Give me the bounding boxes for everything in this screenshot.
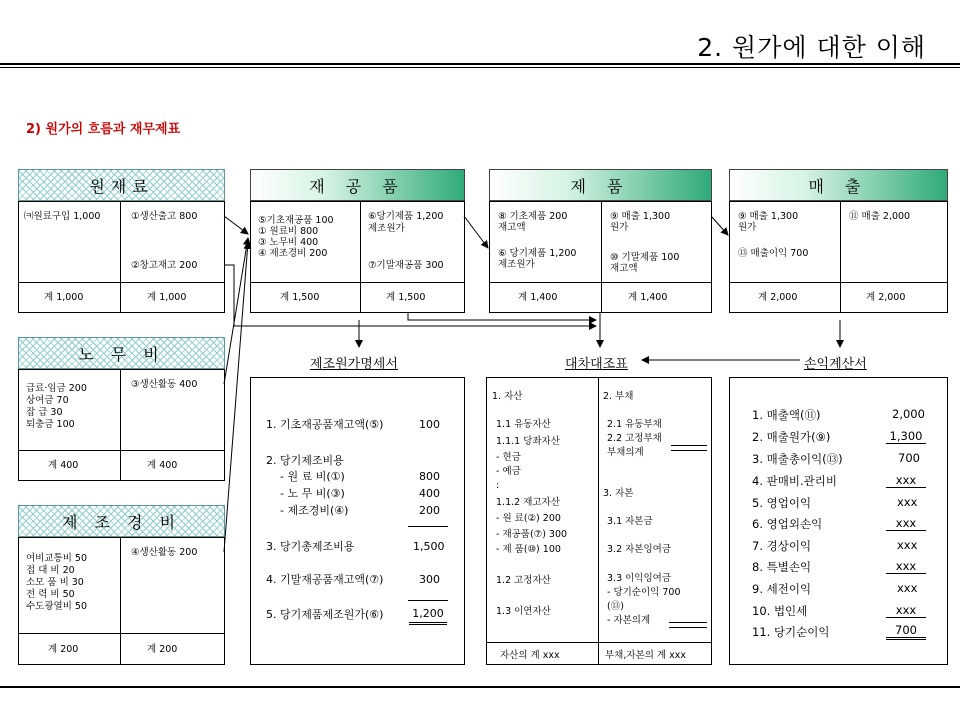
ledger-total: 계 400 (48, 460, 79, 471)
mfg-value: 1,500 (413, 540, 445, 553)
ledger-entry: 원가 (610, 222, 629, 233)
arrow-material-to-bs (224, 265, 596, 326)
ledger-entry: ⑧ 기초제품 200 (498, 211, 568, 222)
is-line: 10. 법인세 (752, 604, 808, 618)
bs-liab-line: 2.1 유동부채 (607, 419, 662, 430)
product-header: 제 품 (489, 169, 712, 201)
ledger-entry: ⑥ 당기제품 1,200 (498, 248, 577, 259)
bs-total: 부채,자본의 계 xxx (605, 650, 686, 661)
bs-asset-line: 1.2 고정자산 (496, 575, 551, 586)
mfg-line: 2. 당기제조비용 (266, 454, 344, 467)
ledger-entry: 급료·임금 200 (26, 383, 87, 394)
is-value: 2,000 (892, 407, 925, 421)
is-line: 7. 경상이익 (752, 539, 812, 553)
bs-asset-line: : (496, 480, 500, 491)
ledger-entry: ④생산활동 200 (131, 547, 198, 558)
mfg-value: 800 (419, 470, 440, 483)
mfg-line: - 제조경비(④) (280, 504, 349, 517)
bs-liab-line: 3.3 이익잉여금 (607, 573, 672, 584)
balance-sheet-title: 대차대조표 (565, 357, 628, 372)
ledger-entry: 제조원가 (368, 223, 405, 234)
is-line: 9. 세전이익 (752, 582, 812, 596)
ledger-total: 계 1,400 (628, 292, 668, 303)
ledger-total: 계 1,400 (518, 292, 558, 303)
ledger-entry: ⑨ 매출 1,300 (738, 211, 799, 222)
is-line: 11. 당기순이익 (752, 625, 830, 639)
is-value: 700 (886, 623, 926, 640)
bs-asset-line: 1.1 유동자산 (496, 419, 551, 430)
page-title: 2. 원가에 대한 이해 (697, 33, 926, 62)
mfg-line: 4. 기말재공품재고액(⑦) (266, 573, 384, 586)
is-value: xxx (897, 581, 918, 595)
arrow-overhead-to-wip (224, 242, 248, 552)
ledger-entry: 소모 품 비 30 (26, 577, 84, 588)
ledger-entry: 원가 (738, 222, 757, 233)
ledger-total: 계 1,000 (44, 292, 84, 303)
bs-asset-line: - 현금 (496, 452, 521, 463)
bs-liab-line: - 자본의계 (607, 615, 651, 626)
ledger-entry: ③생산활동 400 (131, 379, 198, 390)
ledger-entry: ⑥당기제품 1,200 (368, 211, 444, 222)
ledger-entry: ⑪ 매출 2,000 (849, 211, 911, 222)
ledger-total: 계 200 (147, 644, 178, 655)
ledger-entry: 상여금 70 (26, 395, 69, 406)
ledger-entry: 수도광열비 50 (26, 601, 87, 612)
ledger-entry: 잡 급 30 (26, 407, 63, 418)
ledger-entry: ⑬ 매출이익 700 (738, 248, 809, 259)
ledger-entry: 제조원가 (498, 259, 535, 270)
ledger-entry: ⑤기초재공품 100 (258, 215, 334, 226)
ledger-entry: ㈊원료구입 1,000 (24, 211, 101, 222)
is-line: 4. 판매비.관리비 (752, 474, 837, 488)
arrow-wip-to-bs (408, 312, 596, 320)
ledger-total: 계 400 (147, 460, 178, 471)
bs-total: 자산의 계 xxx (500, 650, 560, 661)
bs-liab-line: 2.2 고정부채 (607, 433, 662, 444)
ledger-entry: ⑨ 매출 1,300 (610, 211, 671, 222)
ledger-entry: 접 대 비 20 (26, 565, 75, 576)
is-value: xxx (886, 516, 926, 531)
is-line: 1. 매출액(⑪) (752, 408, 821, 422)
bs-asset-line: - 예금 (496, 466, 521, 477)
bs-liab-line: 3.2 자본잉여금 (607, 544, 672, 555)
mfg-value: 1,200 (409, 606, 447, 625)
is-value: xxx (886, 603, 926, 618)
ledger-entry: ①생산출고 800 (131, 211, 198, 222)
mfg-value: 100 (419, 418, 440, 431)
mfg-line: 1. 기초재공품재고액(⑤) (266, 418, 384, 431)
mfg-value: 300 (419, 573, 440, 586)
bs-liab-line: 2. 부채 (603, 391, 634, 402)
ledger-total: 계 1,000 (147, 292, 187, 303)
ledger-entry: 재고액 (498, 222, 526, 233)
bs-asset-line: - 원 료(②) 200 (496, 513, 561, 524)
arrow-wip-to-product (464, 216, 488, 248)
material-header: 원재료 (18, 169, 225, 201)
mfg-line: 5. 당기제품제조원가(⑥) (266, 608, 384, 621)
ledger-entry: 재고액 (610, 263, 638, 274)
arrow-labor-to-wip (224, 238, 248, 384)
is-value: xxx (897, 538, 918, 552)
ledger-total: 계 1,500 (280, 292, 320, 303)
is-line: 2. 매출원가(⑨) (752, 430, 831, 444)
bs-liab-line: (⑬) (607, 601, 624, 612)
ledger-total: 계 1,500 (386, 292, 426, 303)
ledger-entry: ① 원료비 800 (258, 226, 319, 237)
wip-header: 재 공 품 (250, 169, 465, 201)
footer-rule (0, 686, 960, 688)
ledger-entry: ④ 제조경비 200 (258, 248, 328, 259)
bs-liab-line: 3. 자본 (603, 488, 634, 499)
ledger-total: 계 200 (48, 644, 79, 655)
ledger-entry: 여비교통비 50 (26, 553, 87, 564)
income-statement-title: 손익계산서 (804, 357, 867, 372)
is-value: xxx (886, 559, 926, 574)
mfg-line: - 원 료 비(①) (280, 470, 345, 483)
mfg-line: 3. 당기총제조비용 (266, 540, 355, 553)
is-value: xxx (897, 495, 918, 509)
bs-asset-line: 1. 자산 (492, 391, 523, 402)
is-value: 700 (898, 451, 920, 465)
bs-asset-line: 1.1.1 당좌자산 (496, 436, 560, 447)
ledger-total: 계 2,000 (758, 292, 798, 303)
bs-asset-line: 1.3 이연자산 (496, 606, 551, 617)
overhead-header: 제 조 경 비 (18, 505, 225, 537)
bs-asset-line: - 제 품(⑩) 100 (496, 544, 561, 555)
ledger-entry: 전 력 비 50 (26, 589, 75, 600)
is-line: 3. 매출총이익(⑬) (752, 452, 843, 466)
mfg-value: 400 (419, 487, 440, 500)
bs-liab-line: - 당기순이익 700 (607, 587, 681, 598)
is-line: 5. 영업이익 (752, 496, 812, 510)
bs-asset-line: - 재공품(⑦) 300 (496, 529, 568, 540)
mfg-statement-title: 제조원가명세서 (310, 357, 398, 372)
mfg-line: - 노 무 비(③) (280, 487, 345, 500)
is-line: 8. 특별손익 (752, 560, 812, 574)
ledger-entry: ③ 노무비 400 (258, 237, 319, 248)
section-subtitle: 2) 원가의 흐름과 재무제표 (26, 122, 181, 137)
is-value: xxx (886, 473, 926, 488)
ledger-entry: 퇴충금 100 (26, 419, 75, 430)
ledger-entry: ⑩ 기말제품 100 (610, 252, 680, 263)
bs-asset-line: 1.1.2 재고자산 (496, 497, 560, 508)
sales-header: 매 출 (729, 169, 948, 201)
bs-liab-line: 3.1 자본금 (607, 516, 653, 527)
is-line: 6. 영업외손익 (752, 517, 823, 531)
ledger-entry: ②창고재고 200 (131, 260, 198, 271)
labor-header: 노 무 비 (18, 337, 225, 369)
is-value: 1,300 (886, 429, 926, 444)
ledger-entry: ⑦기말재공품 300 (368, 260, 444, 271)
mfg-value: 200 (419, 504, 440, 517)
bs-liab-line: 부채의계 (607, 447, 644, 458)
ledger-total: 계 2,000 (866, 292, 906, 303)
arrow-material-to-wip (224, 216, 248, 234)
arrow-product-to-sales (711, 216, 728, 235)
